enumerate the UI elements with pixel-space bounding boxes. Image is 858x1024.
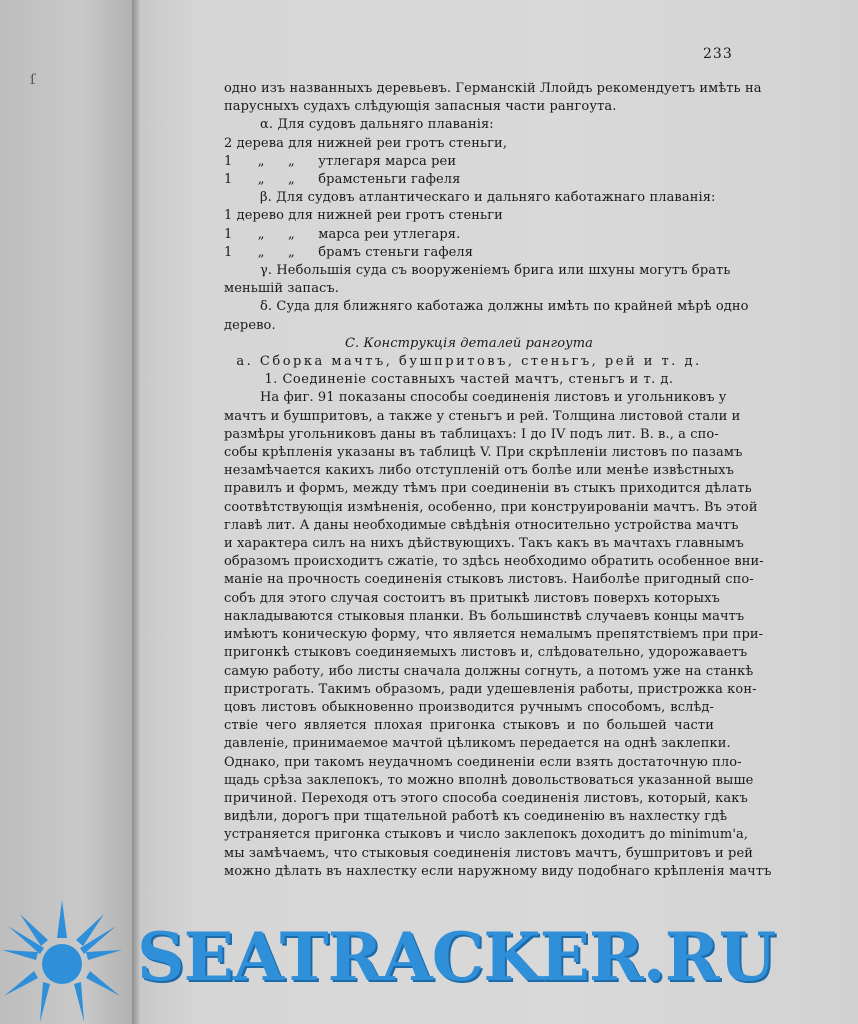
body-line: видѣли, дорогъ при тщательной работѣ къ соединенiю въ нахлестку гдѣ — [224, 809, 728, 825]
intro-line: одно изъ названныхъ деревьевъ. Германскiй Ллойдъ рекомендуетъ имѣть на — [224, 81, 762, 96]
body-line: главѣ лит. А даны необходимые свѣдѣнiя относительно устройства мачтъ — [224, 517, 739, 533]
body-line: устраняется пригонка стыковъ и число заклепокъ доходитъ до minimum'а, — [224, 827, 749, 843]
gamma-line: γ. Небольшiя суда съ вооруженiемъ брига или шхуны могутъ брать — [260, 263, 731, 279]
list-alpha-heading: α. Для судовъ дальняго плаванiя: — [260, 117, 494, 133]
ditto-mark: „ — [288, 153, 295, 169]
book-spine — [132, 0, 140, 1024]
body-line: На фиг. 91 показаны способы соединенiя листовъ и угольниковъ у — [260, 390, 727, 406]
body-line: ствiе чего является плохая пригонка стыковъ и по большей части — [224, 718, 714, 734]
body-line: причиной. Переходя отъ этого способа соединенiя листовъ, который, какъ — [224, 790, 748, 806]
left-page-edge — [0, 0, 136, 1024]
list-item — [224, 135, 714, 153]
list-item — [224, 153, 714, 171]
body-paragraph — [224, 389, 772, 880]
body-line: соотвѣтствующiя измѣненiя, особенно, при конструированiи мачтъ. Въ этой — [224, 499, 758, 515]
body-line: мачтъ и бушпритовъ, а также у стеньгъ и рей. Толщина листовой стали и — [224, 408, 741, 424]
list-item-qty: 2 — [224, 135, 233, 151]
page-number: 233 — [703, 46, 733, 62]
list-item-text: утлегаря марса реи — [318, 153, 457, 169]
body-line: имѣютъ коническую форму, что является немалымъ препятствiемъ при при- — [224, 627, 764, 643]
list-item-qty: 1 — [224, 153, 233, 169]
list-item-qty: 1 — [224, 244, 233, 260]
list-item-text: брамъ стеньги гафеля — [318, 244, 474, 260]
ditto-mark: „ — [288, 172, 295, 188]
list-beta-heading: β. Для судовъ атлантическаго и дальняго каботажнаго плаванiя: — [260, 190, 716, 206]
body-line: давленiе, принимаемое мачтой цѣликомъ передается на однѣ заклепки. — [224, 736, 731, 752]
body-line: Однако, при такомъ неудачномъ соединенiи если взять достаточную пло- — [224, 754, 742, 770]
list-item — [224, 226, 714, 244]
delta-line: δ. Суда для ближняго каботажа должны имѣть по крайней мѣрѣ одно — [260, 299, 749, 315]
ditto-mark: „ — [257, 172, 265, 188]
body-line: можно дѣлать въ нахлестку если наружному виду подобнаго крѣпленiя мачтъ — [224, 863, 772, 879]
body-line: и характера силъ на нихъ дѣйствующихъ. Такъ какъ въ мачтахъ главнымъ — [224, 536, 744, 552]
intro-line: парусныхъ судахъ слѣдующiя запасныя части рангоута. — [224, 99, 617, 115]
body-line: пригонкѣ стыковъ соединяемыхъ листовъ и, слѣдовательно, удорожаваетъ — [224, 645, 748, 661]
list-item-text: дерево для нижней реи гротъ стеньги — [236, 208, 503, 224]
ditto-mark: „ — [257, 153, 265, 169]
body-line: пристрогать. Такимъ образомъ, ради удешевленiя работы, пристрожка кон- — [224, 681, 757, 697]
gamma-line: меньшiй запасъ. — [224, 281, 340, 297]
page-text — [224, 80, 772, 881]
body-line: мы замѣчаемъ, что стыковыя соединенiя листовъ мачтъ, бушпритовъ и рей — [224, 845, 754, 861]
watermark-text: SEATRACKER.RU — [137, 918, 776, 996]
list-item-text: брамстеньги гафеля — [318, 172, 461, 188]
body-line: цовъ листовъ обыкновенно производится ручнымъ способомъ, вслѣд- — [224, 699, 714, 715]
body-line: самую работу, ибо листы сначала должны согнуть, а потомъ уже на станкѣ — [224, 663, 754, 679]
list-item-qty: 1 — [224, 172, 233, 188]
body-line: правилъ и формъ, между тѣмъ при соединенiи въ стыкъ приходится дѣлать — [224, 481, 752, 497]
ditto-mark: „ — [288, 244, 295, 260]
list-item-qty: 1 — [224, 208, 233, 224]
subsection-heading: а. Сборка мачтъ, бушпритовъ, стеньгъ, рей и т. д. — [236, 354, 702, 370]
ditto-mark: „ — [257, 226, 265, 242]
section-heading: С. Конструкцiя деталей рангоута — [344, 335, 594, 351]
list-item-qty: 1 — [224, 226, 233, 242]
body-line: образомъ происходитъ сжатiе, то здѣсь необходимо обратить особенное вни- — [224, 554, 764, 570]
body-line: собъ для этого случая состоитъ въ притыкѣ листовъ поверхъ которыхъ — [224, 590, 720, 606]
list-item-text: марса реи утлегаря. — [318, 226, 461, 242]
sub-subsection-heading: 1. Соединенiе составныхъ частей мачтъ, стеньгъ и т. д. — [264, 372, 674, 388]
body-line: манiе на прочность соединенiя стыковъ листовъ. Наиболѣе пригодный спо- — [224, 572, 754, 588]
list-item-text: дерева для нижней реи гротъ стеньги, — [236, 135, 508, 151]
ditto-mark: „ — [257, 244, 265, 260]
body-line: размѣры угольниковъ даны въ таблицахъ: I до IV подъ лит. В. в., а спо- — [224, 426, 719, 442]
list-item — [224, 171, 714, 189]
delta-line: дерево. — [224, 317, 276, 333]
watermark-sun-icon — [0, 898, 130, 1024]
left-margin-mark: ſ — [30, 72, 36, 88]
list-item — [224, 207, 714, 225]
body-line: незамѣчается какихъ либо отступленiй отъ болѣе или менѣе извѣстныхъ — [224, 463, 735, 479]
body-line: щадь срѣза заклепокъ, то можно вполнѣ довольствоваться указанной выше — [224, 772, 754, 788]
ditto-mark: „ — [288, 226, 295, 242]
body-line: накладываются стыковыя планки. Въ большинствѣ случаевъ концы мачтъ — [224, 608, 745, 624]
list-item — [224, 244, 714, 262]
body-line: собы крѣпленiя указаны въ таблицѣ V. При скрѣпленiи листовъ по пазамъ — [224, 445, 743, 461]
